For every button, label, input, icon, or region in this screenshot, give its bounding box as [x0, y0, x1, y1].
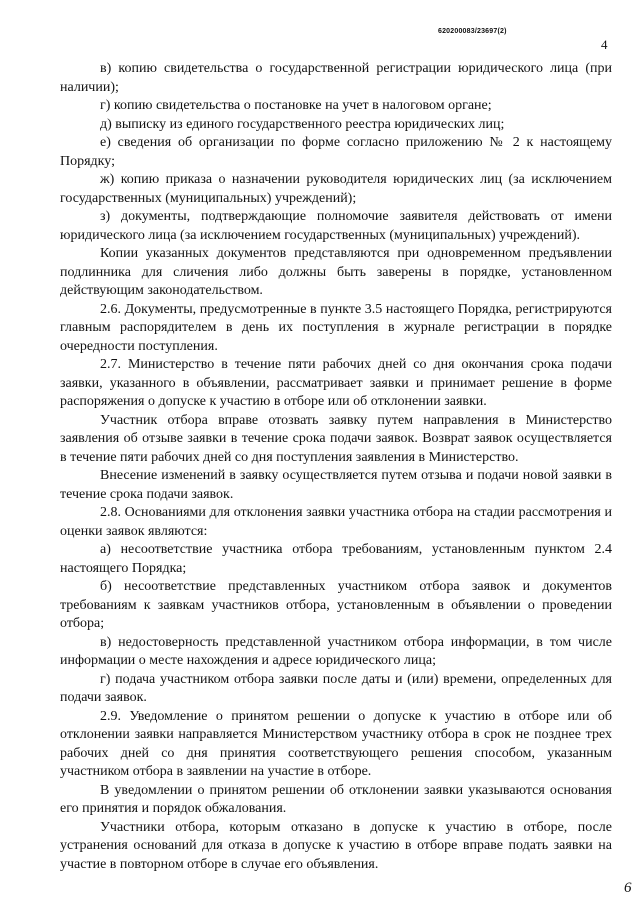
paragraph-item-d: д) выписку из единого государственного реестра юридических лиц; [100, 116, 505, 132]
page-number: 4 [601, 37, 608, 52]
paragraph-item-g: г) копию свидетельства о постановке на учет в налоговом органе; [100, 98, 492, 113]
paragraph-item-v: в) копию свидетельства о государственной регистрации юридического лица (при наличии); [60, 61, 612, 95]
handwritten-page-number: 6 [624, 880, 632, 896]
paragraph-2-8: 2.8. Основаниями для отклонения заявки участника отбора на стадии рассмотрения и оценки заявок являются: [60, 505, 612, 539]
paragraph-repeat-selection: Участники отбора, которым отказано в допуске к участию в отборе, после устранения оснований для отказа в допуске к участию в отборе вправе подать заявки на участие в повторном отборе в случае его объявления. [60, 819, 612, 872]
paragraph-changes: Внесение изменений в заявку осуществляется путем отзыва и подачи новой заявки в течение срока подачи заявок. [60, 468, 612, 502]
paragraph-copies: Копии указанных документов представляются при одновременном предъявлении подлинника для сличения либо должны быть заверены в порядке, установленном действующим законодательством. [60, 246, 612, 298]
paragraph-item-e: е) сведения об организации по форме согласно приложению № 2 к настоящему Порядку; [60, 135, 612, 169]
document-body [60, 60, 612, 874]
paragraph-2-7: 2.7. Министерство в течение пяти рабочих дней со дня окончания срока подачи заявки, указанного в объявлении, рассматривает заявки и принимает решение в форме распоряжения о допуске к участию в отборе или об отклонении заявки. [60, 357, 612, 409]
paragraph-2-8-b: б) несоответствие представленных участником отбора заявок и документов требованиям к заявкам участников отбора, установленным в объявлении о проведении отбора; [60, 579, 612, 631]
paragraph-item-zh: ж) копию приказа о назначении руководителя юридических лиц (за исключением государственных (муниципальных) учреждений); [60, 172, 612, 206]
paragraph-rejection-notice: В уведомлении о принятом решении об отклонении заявки указываются основания его принятия и порядок обжалования. [60, 782, 612, 816]
paragraph-item-z: з) документы, подтверждающие полномочие заявителя действовать от имени юридического лица (за исключением государственных (муниципальных) учреждений). [60, 209, 612, 243]
document-id: 620200083/23697(2) [438, 28, 507, 35]
paragraph-2-9: 2.9. Уведомление о принятом решении о допуске к участию в отборе или об отклонении заявки направляется Министерством участнику отбора в срок не позднее трех рабочих дней со дня принятия соответствующего решения способом, указанным участником отбора в заявлении на участие в отборе. [60, 708, 612, 779]
paragraph-withdraw: Участник отбора вправе отозвать заявку путем направления в Министерство заявления об отзыве заявки в течение срока подачи заявок. Возврат заявок осуществляется в течение пяти рабочих дней со дня поступления заявления в Министерство. [60, 412, 612, 465]
paragraph-2-8-g: г) подача участником отбора заявки после даты и (или) времени, определенных для подачи заявок. [60, 671, 612, 705]
paragraph-2-8-v: в) недостоверность представленной участником отбора информации, в том числе информации о месте нахождения и адресе юридического лица; [60, 634, 612, 668]
paragraph-2-8-a: а) несоответствие участника отбора требованиям, установленным пунктом 2.4 настоящего Порядка; [60, 542, 612, 576]
paragraph-2-6: 2.6. Документы, предусмотренные в пункте 3.5 настоящего Порядка, регистрируются главным распорядителем в день их поступления в журнале регистрации в порядке очередности поступления. [60, 301, 612, 354]
